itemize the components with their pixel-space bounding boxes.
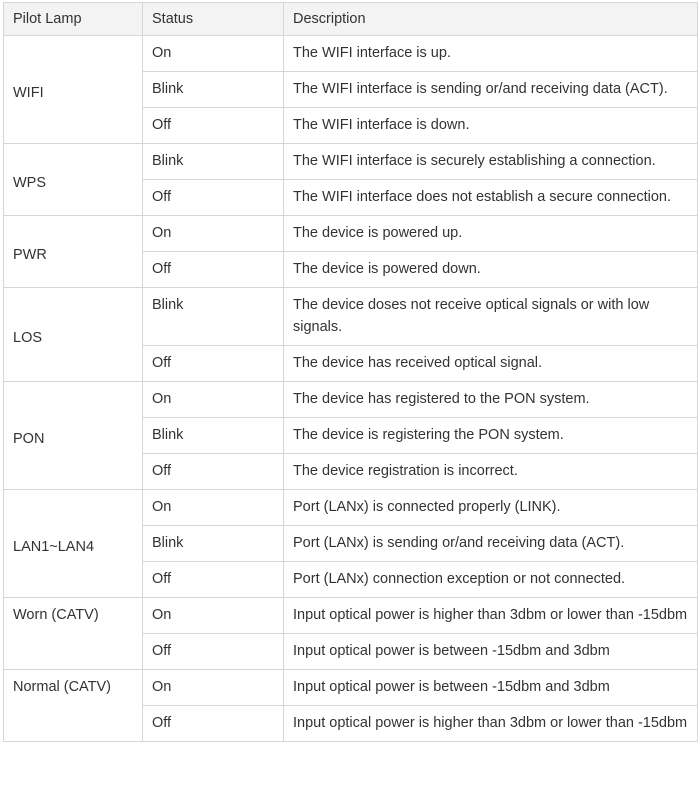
description-cell: The device doses not receive optical signals or with low signals. [284,288,698,346]
description-cell: Port (LANx) is connected properly (LINK). [284,490,698,526]
status-cell: Off [143,346,284,382]
description-cell: Port (LANx) is sending or/and receiving data (ACT). [284,526,698,562]
description-cell: The device is powered down. [284,252,698,288]
description-cell: The WIFI interface is securely establishing a connection. [284,144,698,180]
description-cell: The WIFI interface is down. [284,108,698,144]
table-row [4,216,698,252]
description-cell: Input optical power is higher than 3dbm or lower than -15dbm [284,598,698,634]
status-cell: Off [143,454,284,490]
status-cell: Off [143,108,284,144]
description-cell: Input optical power is between -15dbm and 3dbm [284,670,698,706]
description-cell: Port (LANx) connection exception or not connected. [284,562,698,598]
status-cell: On [143,382,284,418]
description-cell: The WIFI interface does not establish a secure connection. [284,180,698,216]
status-cell: On [143,490,284,526]
status-cell: Off [143,634,284,670]
table-row [4,382,698,418]
description-cell: The WIFI interface is up. [284,36,698,72]
table-row [4,670,698,706]
description-cell: The device has received optical signal. [284,346,698,382]
table-row [4,598,698,634]
description-cell: The device has registered to the PON system. [284,382,698,418]
table-row [4,144,698,180]
pilot-lamp-cell: LAN1~LAN4 [4,490,143,598]
description-cell: The device is powered up. [284,216,698,252]
table-row [4,288,698,346]
description-cell: Input optical power is higher than 3dbm or lower than -15dbm [284,706,698,742]
header-description: Description [284,3,698,36]
table-header [4,3,698,36]
description-cell: The device is registering the PON system. [284,418,698,454]
table-body [4,36,698,742]
status-cell: On [143,670,284,706]
description-cell: Input optical power is between -15dbm and 3dbm [284,634,698,670]
status-cell: On [143,216,284,252]
pilot-lamp-cell: WPS [4,144,143,216]
pilot-lamp-cell: LOS [4,288,143,382]
status-cell: Off [143,706,284,742]
header-pilot-lamp: Pilot Lamp [4,3,143,36]
status-cell: Blink [143,418,284,454]
status-cell: Blink [143,144,284,180]
pilot-lamp-cell: Worn (CATV) [4,598,143,670]
status-cell: Off [143,562,284,598]
pilot-lamp-cell: Normal (CATV) [4,670,143,742]
description-cell: The WIFI interface is sending or/and receiving data (ACT). [284,72,698,108]
status-cell: Off [143,252,284,288]
pilot-lamp-cell: PWR [4,216,143,288]
pilot-lamp-table [3,2,698,742]
status-cell: Blink [143,288,284,346]
status-cell: Blink [143,72,284,108]
status-cell: Off [143,180,284,216]
pilot-lamp-cell: WIFI [4,36,143,144]
status-cell: On [143,36,284,72]
header-row [4,3,698,36]
status-cell: On [143,598,284,634]
pilot-lamp-cell: PON [4,382,143,490]
header-status: Status [143,3,284,36]
table-row [4,490,698,526]
status-cell: Blink [143,526,284,562]
description-cell: The device registration is incorrect. [284,454,698,490]
table-row [4,36,698,72]
